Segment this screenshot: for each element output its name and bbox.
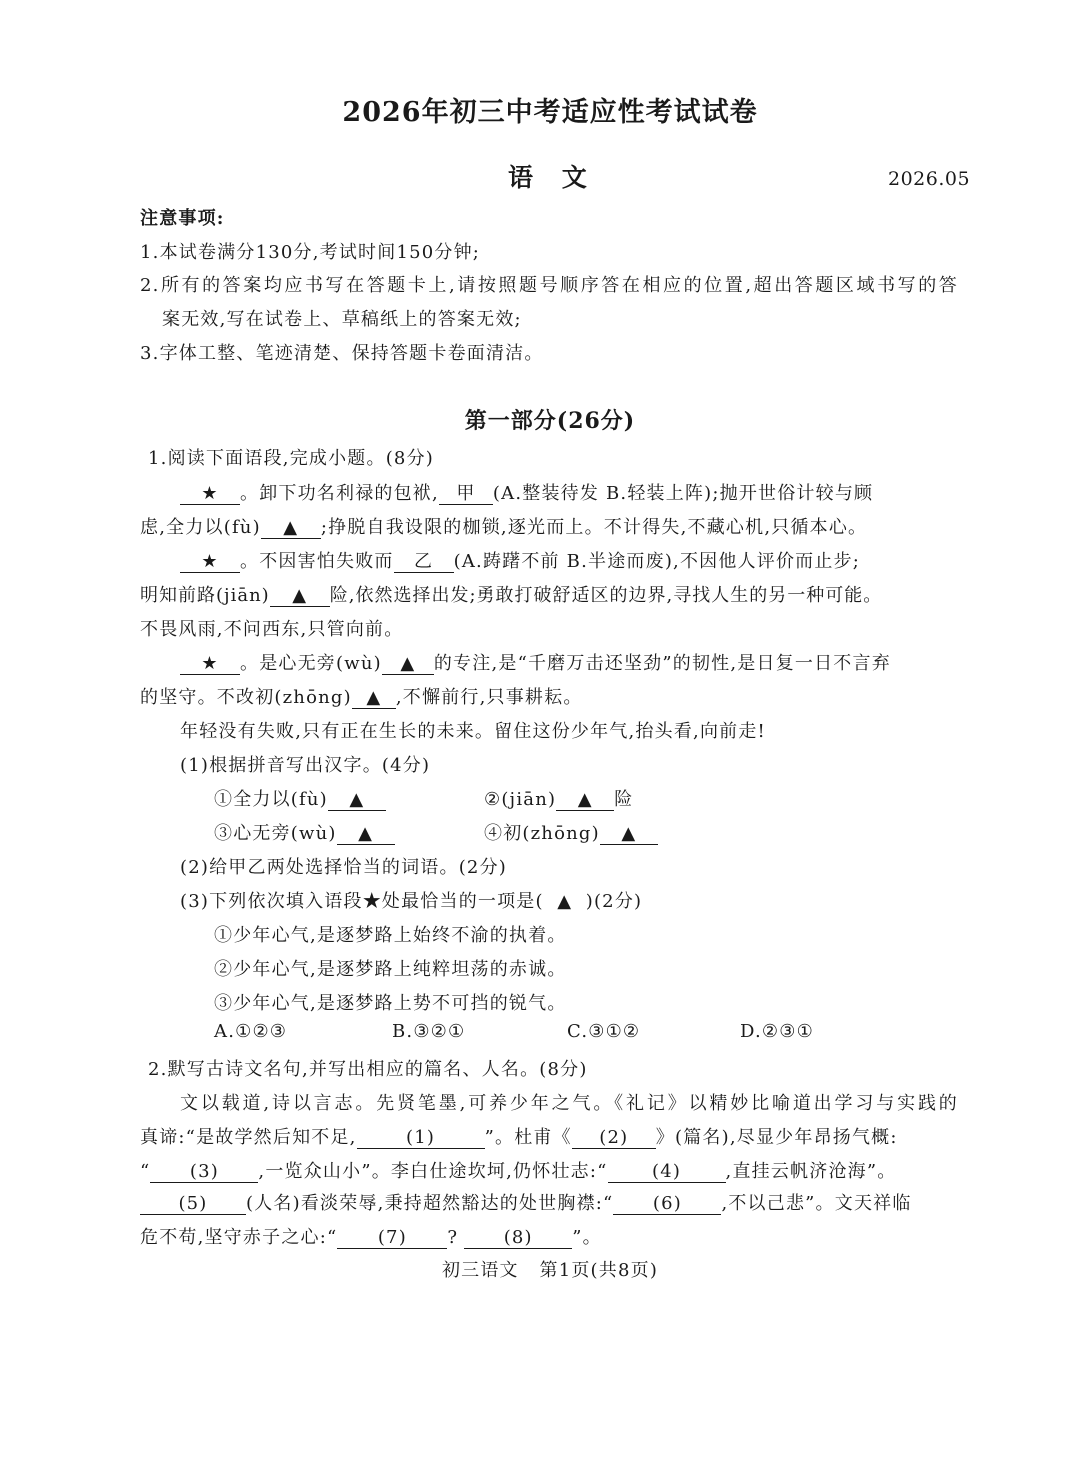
sub1-a-blank: ▲ <box>328 790 386 811</box>
q1-stem: 1.阅读下面语段,完成小题。(8分) <box>148 448 434 469</box>
sub1-c-blank: ▲ <box>337 824 395 845</box>
part1-heading: 第一部分(26分) <box>464 408 636 434</box>
q1-sub1-d <box>484 819 658 845</box>
q2-text-11: ”。 <box>572 1227 602 1248</box>
q2-text-10: ? <box>447 1227 459 1248</box>
q2-text-2: ”。杜甫《 <box>484 1127 572 1148</box>
q1-sub3-option-3: ③少年心气,是逐梦路上势不可挡的锐气。 <box>214 993 567 1014</box>
notice-item-3: 3.字体工整、笔迹清楚、保持答题卡卷面清洁。 <box>140 343 544 364</box>
q2-line4 <box>140 1189 912 1215</box>
exam-title: 2026年初三中考适应性考试试卷 <box>342 97 758 128</box>
subject-title: 语 文 <box>508 163 597 192</box>
para3-text-1: 。是心无旁(wù) <box>240 653 382 674</box>
para3-text-4: ,不懈前行,只事耕耘。 <box>395 687 583 708</box>
q1-sub1-c <box>214 819 395 845</box>
q1-sub3-choice-a: A.①②③ <box>214 1021 288 1042</box>
q1-sub3-choice-b: B.③②① <box>392 1021 466 1042</box>
star-blank-1: ★ <box>180 484 240 505</box>
para1-text-1: 。卸下功名利禄的包袱, <box>240 483 439 504</box>
blank-yi: 乙 <box>394 552 454 573</box>
sub1-d-label: ④初(zhōng) <box>484 823 600 844</box>
q1-sub2-stem: (2)给甲乙两处选择恰当的词语。(2分) <box>180 857 507 878</box>
para2-text-3: 明知前路(jiān) <box>140 585 270 606</box>
q2-line2 <box>140 1123 898 1149</box>
q2-blank-7: (7) <box>337 1228 447 1249</box>
tri-blank-fu: ▲ <box>261 518 321 539</box>
notice-item-2: 2.所有的答案均应书写在答题卡上,请按照题号顺序答在相应的位置,超出答题区域书写的答 <box>140 275 958 296</box>
q2-text-5: ,一览众山小”。李白仕途坎坷,仍怀壮志:“ <box>258 1161 608 1182</box>
q2-text-4: “ <box>140 1161 151 1182</box>
q2-blank-3: (3) <box>150 1162 258 1183</box>
q1-para2-line3: 不畏风雨,不问西东,只管向前。 <box>140 619 404 640</box>
sub3-answer-tri: ▲ <box>557 891 573 912</box>
sub3-stem-a: (3)下列依次填入语段★处最恰当的一项是( <box>180 891 544 912</box>
q2-blank-5: (5) <box>140 1194 246 1215</box>
q2-line3 <box>140 1157 896 1183</box>
para1-text-2: (A.整装待发 B.轻装上阵);抛开世俗计较与顾 <box>492 483 874 504</box>
q2-text-9: 危不苟,坚守赤子之心:“ <box>140 1227 338 1248</box>
q2-blank-4: (4) <box>608 1162 726 1183</box>
q2-stem: 2.默写古诗文名句,并写出相应的篇名、人名。(8分) <box>148 1059 588 1080</box>
sub1-b-after: 险 <box>614 789 634 810</box>
q1-sub1-a <box>214 785 386 811</box>
q2-text-3: 》(篇名),尽显少年昂扬气概: <box>655 1127 898 1148</box>
q2-text-7: (人名)看淡荣辱,秉持超然豁达的处世胸襟:“ <box>246 1193 614 1214</box>
q2-text-8: ,不以己悲”。文天祥临 <box>721 1193 912 1214</box>
star-blank-3: ★ <box>180 654 240 675</box>
sub1-b-label: ②(jiān) <box>484 789 557 810</box>
q1-sub3-option-1: ①少年心气,是逐梦路上始终不渝的执着。 <box>214 925 567 946</box>
q1-sub3-option-2: ②少年心气,是逐梦路上纯粹坦荡的赤诚。 <box>214 959 567 980</box>
tri-blank-jian: ▲ <box>270 586 330 607</box>
tri-blank-wu: ▲ <box>382 654 434 675</box>
sub1-c-label: ③心无旁(wù) <box>214 823 337 844</box>
q1-para1-line2 <box>140 513 867 539</box>
para3-text-3: 的坚守。不改初(zhōng) <box>140 687 352 708</box>
para2-text-2: (A.踌躇不前 B.半途而废),不因他人评价而止步; <box>453 551 861 572</box>
para2-text-4: 险,依然选择出发;勇敢打破舒适区的边界,寻找人生的另一种可能。 <box>329 585 883 606</box>
para1-text-4: ;挣脱自我设限的枷锁,逐光而上。不计得失,不藏心机,只循本心。 <box>320 517 868 538</box>
q1-sub1-stem: (1)根据拼音写出汉字。(4分) <box>180 755 431 776</box>
sub1-a-label: ①全力以(fù) <box>214 789 328 810</box>
q2-line1: 文以载道,诗以言志。先贤笔墨,可养少年之气。《礼记》以精妙比喻道出学习与实践的 <box>180 1093 958 1114</box>
q1-para1-line1 <box>180 479 873 505</box>
q1-para2-line2 <box>140 581 882 607</box>
q1-para3-line1 <box>180 649 891 675</box>
tri-blank-zhong: ▲ <box>352 688 396 709</box>
blank-jia: 甲 <box>439 484 493 505</box>
page-footer: 初三语文 第1页(共8页) <box>441 1260 659 1281</box>
para1-text-3: 虑,全力以(fù) <box>140 517 261 538</box>
para2-text-1: 。不因害怕失败而 <box>240 551 394 572</box>
para3-text-2: 的专注,是“千磨万击还坚劲”的韧性,是日复一日不言弃 <box>433 653 891 674</box>
notice-item-2-cont: 案无效,写在试卷上、草稿纸上的答案无效; <box>162 309 522 330</box>
star-blank-2: ★ <box>180 552 240 573</box>
q2-blank-2: (2) <box>572 1128 656 1149</box>
q1-para3-line2 <box>140 683 583 709</box>
q2-blank-8: (8) <box>464 1228 572 1249</box>
notice-item-1: 1.本试卷满分130分,考试时间150分钟; <box>140 242 481 263</box>
q2-blank-1: (1) <box>357 1128 485 1149</box>
q2-text-1: 真谛:“是故学然后知不足, <box>140 1127 357 1148</box>
q1-para2-line1 <box>180 547 860 573</box>
exam-date: 2026.05 <box>888 168 971 190</box>
q1-sub1-b <box>484 785 633 811</box>
sub3-stem-b: )(2分) <box>585 891 643 912</box>
q1-sub3-stem <box>180 887 642 913</box>
q2-blank-6: (6) <box>613 1194 721 1215</box>
q1-sub3-choice-c: C.③①② <box>567 1021 641 1042</box>
sub1-d-blank: ▲ <box>600 824 658 845</box>
q2-text-6: ,直挂云帆济沧海”。 <box>725 1161 897 1182</box>
q1-sub3-choice-d: D.②③① <box>740 1021 814 1042</box>
notice-heading: 注意事项: <box>140 208 225 229</box>
sub1-b-blank: ▲ <box>556 790 614 811</box>
q2-line5 <box>140 1223 602 1249</box>
q1-para4: 年轻没有失败,只有正在生长的未来。留住这份少年气,抬头看,向前走! <box>180 721 766 742</box>
